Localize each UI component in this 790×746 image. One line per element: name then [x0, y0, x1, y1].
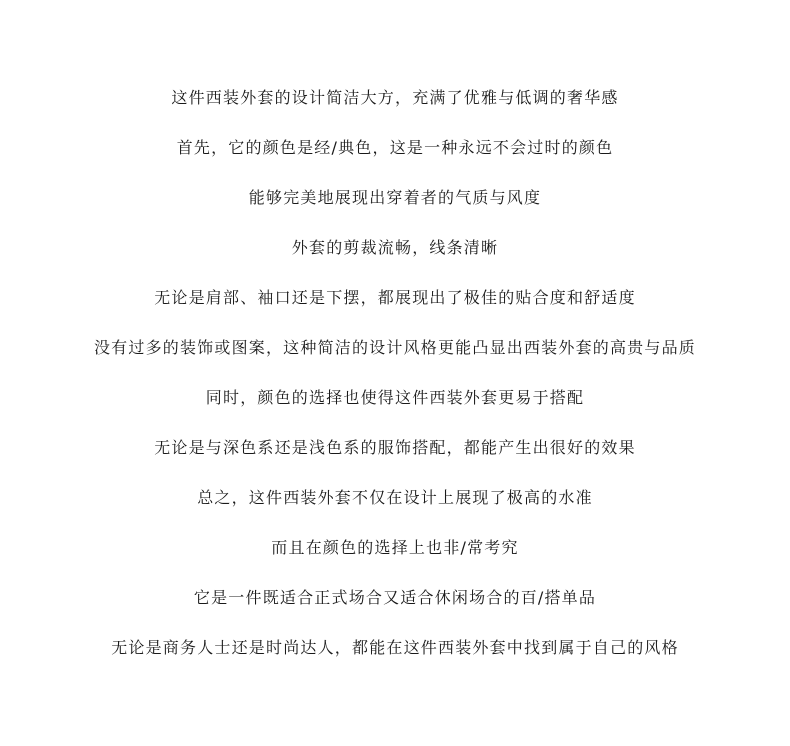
- text-line-9: 总之，这件西装外套不仅在设计上展现了极高的水准: [197, 488, 593, 507]
- text-line-8: 无论是与深色系还是浅色系的服饰搭配，都能产生出很好的效果: [154, 438, 636, 457]
- text-line-3: 能够完美地展现出穿着者的气质与风度: [248, 188, 542, 207]
- text-line-1: 这件西装外套的设计简洁大方，充满了优雅与低调的奢华感: [171, 88, 619, 107]
- text-line-5: 无论是肩部、袖口还是下摆，都展现出了极佳的贴合度和舒适度: [154, 288, 636, 307]
- text-line-2: 首先，它的颜色是经/典色，这是一种永远不会过时的颜色: [176, 138, 614, 157]
- text-line-12: 无论是商务人士还是时尚达人，都能在这件西装外套中找到属于自己的风格: [111, 638, 679, 657]
- text-line-11: 它是一件既适合正式场合又适合休闲场合的百/搭单品: [193, 588, 597, 607]
- text-line-7: 同时，颜色的选择也使得这件西装外套更易于搭配: [205, 388, 585, 407]
- text-line-4: 外套的剪裁流畅，线条清晰: [291, 238, 499, 257]
- text-line-10: 而且在颜色的选择上也非/常考究: [271, 538, 519, 557]
- text-line-6: 没有过多的装饰或图案，这种简洁的设计风格更能凸显出西装外套的高贵与品质: [93, 338, 696, 357]
